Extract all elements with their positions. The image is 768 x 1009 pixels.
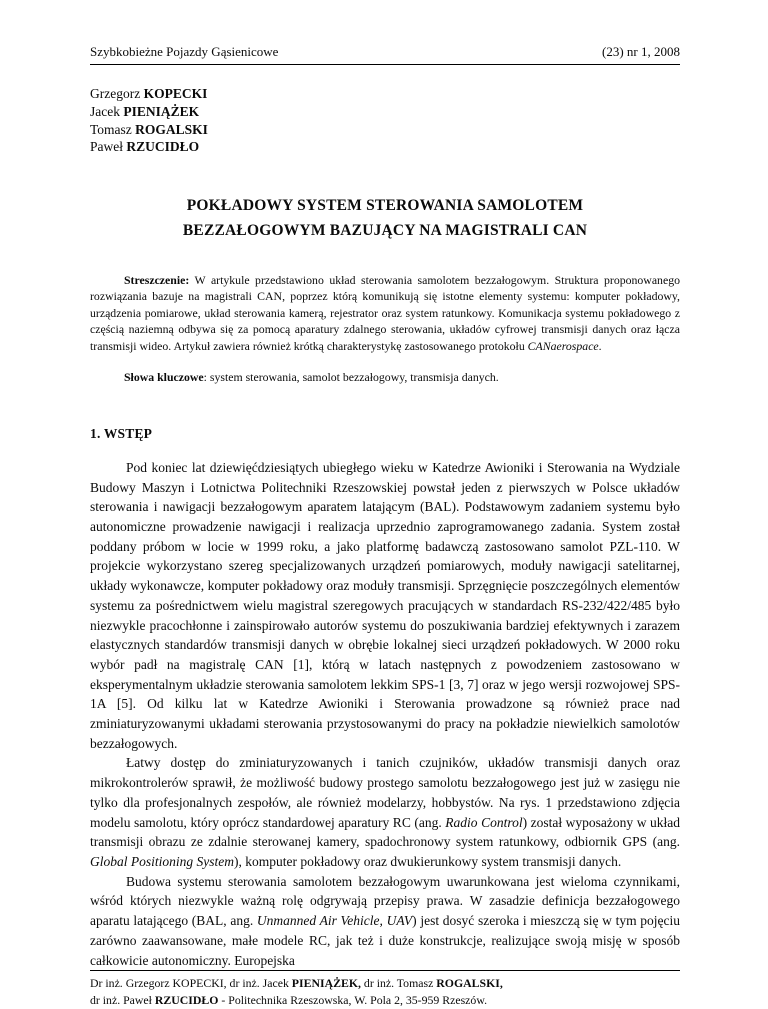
author-name xyxy=(90,138,680,156)
paragraph-text: ), komputer pokładowy oraz dwukierunkowy system transmisji danych. xyxy=(234,854,622,869)
author-first-name: Grzegorz xyxy=(90,86,144,101)
affiliation-text: dr inż. Paweł xyxy=(90,993,155,1008)
affiliation-text: dr inż. Tomasz xyxy=(360,976,437,991)
article-title xyxy=(90,194,680,244)
paragraph-intro-3 xyxy=(90,872,680,971)
keywords-line xyxy=(90,369,680,386)
paragraph-text: Łatwy dostęp do zminiaturyzowanych i tanich czujników, układów transmisji danych oraz mikrokontrolerów sprawił, że możliwość budowy prostego samolotu bezzałogowego jest już w zasięgu nie tylko dla profesjonalnych zespołów, ale również modelarzy, hobbystów. Na rys. 1 przedstawiono zdjęcia modelu samolotu, który oprócz standardowej aparatury RC (ang. xyxy=(90,755,680,830)
paragraph-intro-1: Pod koniec lat dziewięćdziesiątych ubiegłego wieku w Katedrze Awioniki i Sterowania na Wydziale Budowy Maszyn i Lotnictwa Politechniki Rzeszowskiej powstał jeden z pierwszych w Polsce układów sterowania i nawigacji bezzałogowym aparatem latającym (BAL). Podstawowym zadaniem systemu było autonomiczne prowadzenie nawigacji i realizacja uprzednio zaprogramowanego zadania. System został poddany próbom w locie w 1999 roku, a jako platformę badawczą zastosowano samolot PZL-110. W projekcie wykorzystano szereg specjalizowanych urządzeń pomiarowych, moduły nawigacji satelitarnej, układy wykonawcze, komputer pokładowy oraz moduły transmisji. Sprzęgnięcie poszczególnych elementów systemu za pośrednictwem wielu magistral szeregowych pracujących w standardach RS-232/422/485 było niezwykle pracochłonne i zainspirowało autorów systemu do poszukiwania bardziej efektywnych i zarazem elastycznych standardów transmisji danych w obrębie lokalnej sieci urządzeń pokładowych. W 2000 roku wybór padł na magistralę CAN [1], którą w latach następnych z powodzeniem zastosowano w eksperymentalnym układzie sterowania samolotem lekkim SPS-1 [3, 7] oraz w jego wersji rozwojowej SPS-1A [5]. Od kilku lat w Katedrze Awioniki i Sterowania prowadzone są również prace nad zminiaturyzowanymi układami sterowania przystosowanymi do pracy na pokładzie niewielkich samolotów bezzałogowych. xyxy=(90,459,680,751)
author-affiliation xyxy=(90,971,680,1009)
author-name xyxy=(90,121,680,139)
affiliation-text: Dr inż. Grzegorz KOPECKI, dr inż. Jacek xyxy=(90,976,292,991)
affiliation-line-2 xyxy=(90,992,680,1009)
abstract-text-tail: . xyxy=(598,338,602,353)
italic-term-uav: Unmanned Air Vehicle, UAV xyxy=(256,913,413,929)
keywords-label: Słowa kluczowe xyxy=(124,370,204,385)
paragraph-text: ) jest dosyć szeroka i mieszczą się w tym pojęciu zarówno zaawansowane, małe modele RC, jak też i duże konstrukcje, realizujące swoją misję w sposób całkowicie autonomiczny. Europejska xyxy=(90,913,680,968)
abstract-text: W artykule przedstawiono układ sterowania samolotem bezzałogowym. Struktura proponowanego rozwiązania bazuje na magistrali CAN, poprzez którą komunikują się istotne elementy systemu: komputer pokładowy, urządzenia pomiarowe, układ sterowania kamerą, rejestrator oraz system ratunkowy. Komunikacja systemu pokładowego z częścią naziemną odbywa się za pomocą aparatury zdalnego sterowania, układów cyfrowej transmisji danych oraz łącza transmisji wideo. Artykuł zawiera również krótką charakterystykę zastosowanego protokołu xyxy=(90,272,680,353)
author-first-name: Tomasz xyxy=(90,121,136,137)
author-last-name: KOPECKI xyxy=(143,86,208,101)
author-list xyxy=(90,85,680,156)
italic-term-gps: Global Positioning System xyxy=(90,854,234,869)
article-title-line-1: POKŁADOWY SYSTEM STEROWANIA SAMOLOTEM xyxy=(186,197,584,215)
issue-info: (23) nr 1, 2008 xyxy=(602,44,680,59)
page-footer xyxy=(90,970,680,1009)
journal-title: Szybkobieżne Pojazdy Gąsienicowe xyxy=(90,44,279,59)
paragraph-text: ) został wyposażony w układ transmisji obrazu ze zdalnie sterowanej kamery, spadochronowy system ratunkowy, odbiornik GPS (ang. xyxy=(90,814,680,850)
author-first-name: Paweł xyxy=(90,139,127,155)
affiliation-surname: RZUCIDŁO xyxy=(154,993,219,1008)
abstract-label: Streszczenie: xyxy=(124,272,190,287)
author-last-name: ROGALSKI xyxy=(135,121,208,137)
author-last-name: PIENIĄŻEK xyxy=(123,103,200,119)
author-last-name: RZUCIDŁO xyxy=(126,139,200,155)
page-header xyxy=(90,44,680,65)
article-title-line-2: BEZZAŁOGOWYM BAZUJĄCY NA MAGISTRALI CAN xyxy=(182,222,588,240)
section-heading: 1. WSTĘP xyxy=(90,425,153,441)
author-name xyxy=(90,103,680,121)
paragraph-text: Budowa systemu sterowania samolotem bezzałogowym uwarunkowana jest wieloma czynnikami, wśród których niezwykle ważną rolę odgrywają przepisy prawa. W zasadzie definicja bezzałogowego aparatu latającego (BAL, ang. xyxy=(90,873,680,929)
keywords-text: : system sterowania, samolot bezzałogowy, transmisja danych. xyxy=(203,370,499,385)
abstract xyxy=(90,272,680,355)
italic-term-radio-control: Radio Control xyxy=(445,814,523,830)
affiliation-surname: ROGALSKI, xyxy=(436,976,503,991)
paragraph-intro-2 xyxy=(90,753,680,871)
affiliation-text: - Politechnika Rzeszowska, W. Pola 2, 35-959 Rzeszów. xyxy=(218,993,488,1008)
affiliation-surname: PIENIĄŻEK, xyxy=(291,976,361,991)
author-name xyxy=(90,85,680,103)
author-first-name: Jacek xyxy=(90,103,124,119)
abstract-italic-term: CANaerospace xyxy=(527,338,599,353)
affiliation-line-1 xyxy=(90,975,680,992)
